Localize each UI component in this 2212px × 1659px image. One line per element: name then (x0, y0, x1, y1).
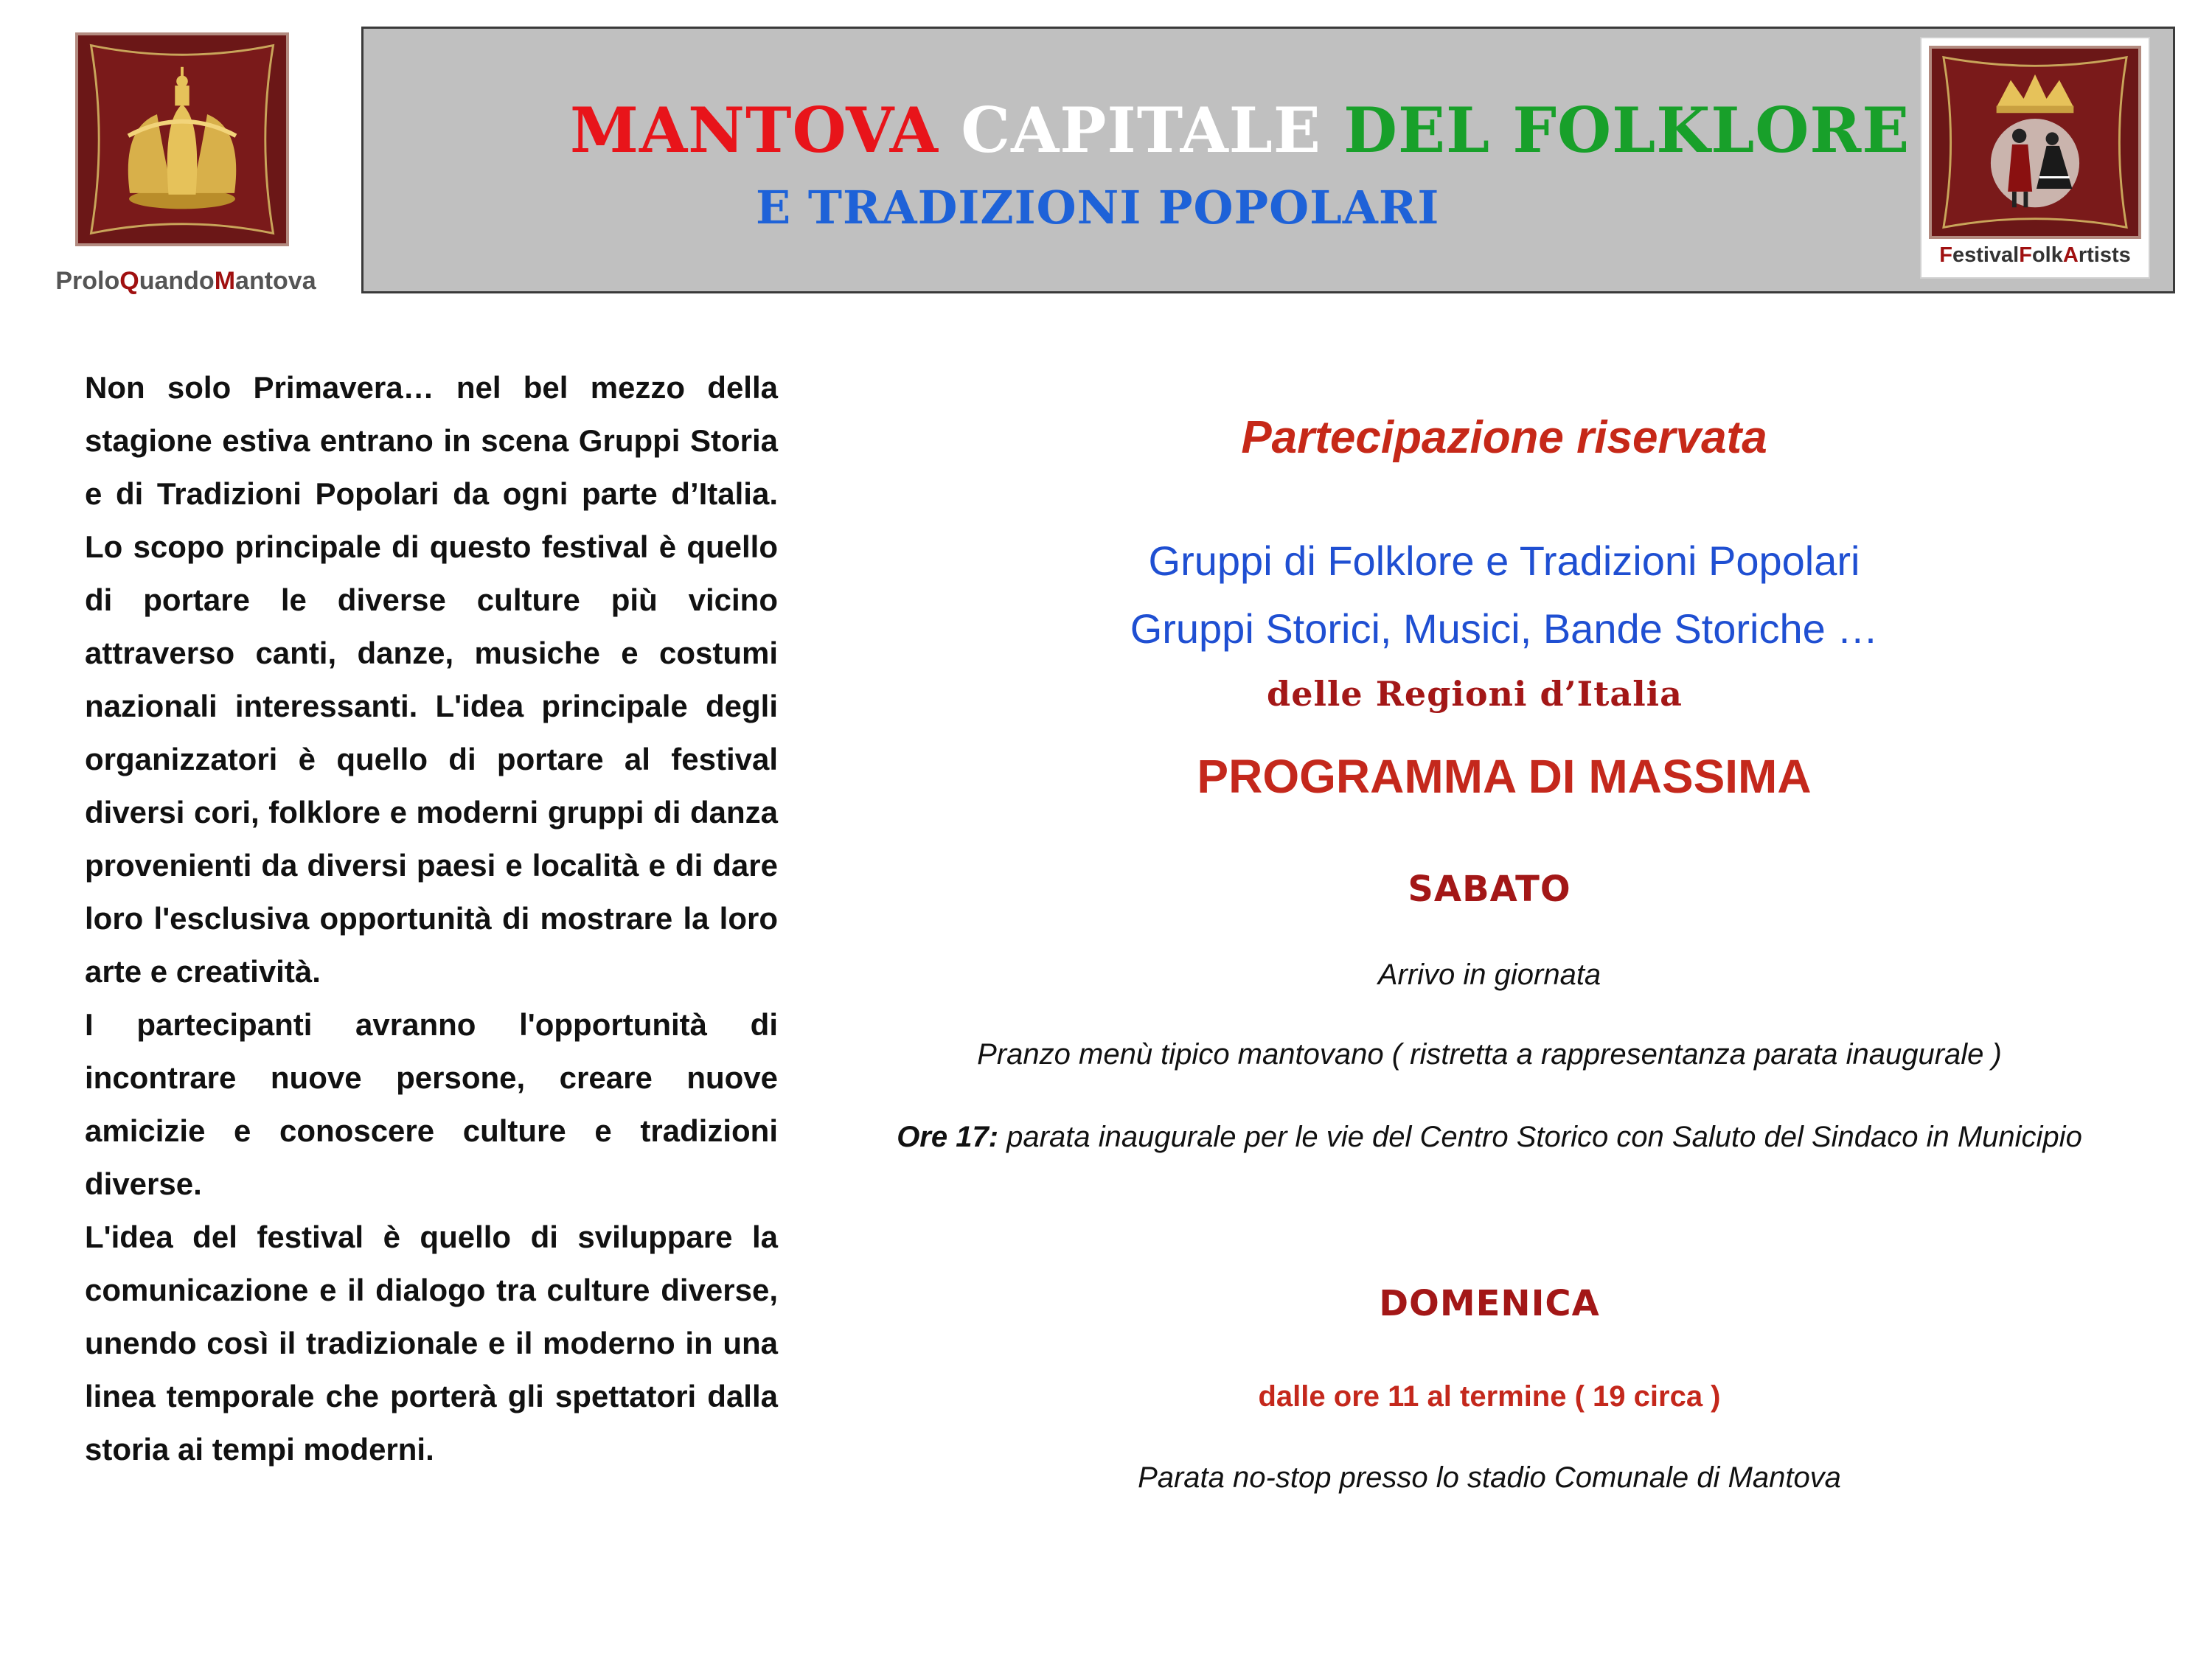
groups-line-2: Gruppi Storici, Musici, Bande Storiche … (1130, 605, 1879, 652)
groups-line-1: Gruppi di Folklore e Tradizioni Popolari (1148, 538, 1860, 584)
description-paragraph-3: L'idea del festival è quello di sviluppare la comunicazione e il dialogo tra culture diverse, unendo così il tradizionale e il moderno in una linea temporale che porterà gli spettatori dalla storia ai tempi moderni. (85, 1220, 778, 1467)
saturday-parade-text: parata inaugurale per le vie del Centro Storico con Saluto del Sindaco in Municipio (998, 1121, 2082, 1153)
header-word-folklore: DEL FOLKLORE (1343, 94, 1910, 167)
crown-icon (78, 35, 286, 243)
header-word-capitale: CAPITALE (961, 94, 1321, 167)
description-paragraph-1: Non solo Primavera… nel bel mezzo della stagione estiva entrano in scena Gruppi Storia e di Tradizioni Popolari da ogni parte d’Italia. Lo scopo principale di questo festival è quello di portare le diverse culture più vicino attraverso canti, danze, musiche e costumi nazionali interessanti. L'idea principale degli organizzatori è quello di portare al festival diversi cori, folklore e moderni gruppi di danza provenienti da diversi paesi e località e di dare loro l'esclusiva opportunità di mostrare la loro arte e creatività. (85, 370, 778, 989)
festival-description (85, 361, 778, 1476)
saturday-lunch: Pranzo menù tipico mantovano ( ristretta a rappresentanza parata inaugurale ) (977, 1038, 2002, 1071)
crown-emblem (75, 32, 289, 246)
saturday-parade (841, 1121, 2138, 1154)
header-word-mantova: MANTOVA (570, 94, 939, 167)
regions-line: delle Regioni d’Italia (1267, 674, 1683, 714)
participation-heading: Partecipazione riservata (1241, 412, 1767, 463)
festival-logo-text: FestivalFolkArtists (1939, 243, 2131, 267)
saturday-parade-time: Ore 17: (897, 1121, 999, 1153)
sunday-heading: DOMENICA (1379, 1283, 1600, 1324)
program-section (855, 0, 2153, 1659)
saturday-arrival: Arrivo in giornata (1377, 959, 1601, 991)
saturday-heading: SABATO (1408, 869, 1571, 910)
sunday-hours: dalle ore 11 al termine ( 19 circa ) (1258, 1380, 1721, 1413)
proloco-logo-text: ProloQuandoMantova (55, 267, 316, 295)
header-subtitle: E TRADIZIONI POPOLARI (756, 181, 1440, 234)
program-title: PROGRAMMA DI MASSIMA (1197, 750, 1812, 803)
sunday-parade: Parata no-stop presso lo stadio Comunale di Mantova (1138, 1461, 1841, 1494)
description-paragraph-2: I partecipanti avranno l'opportunità di incontrare nuove persone, creare nuove amicizie e conoscere culture e tradizioni diverse. (85, 1007, 778, 1201)
